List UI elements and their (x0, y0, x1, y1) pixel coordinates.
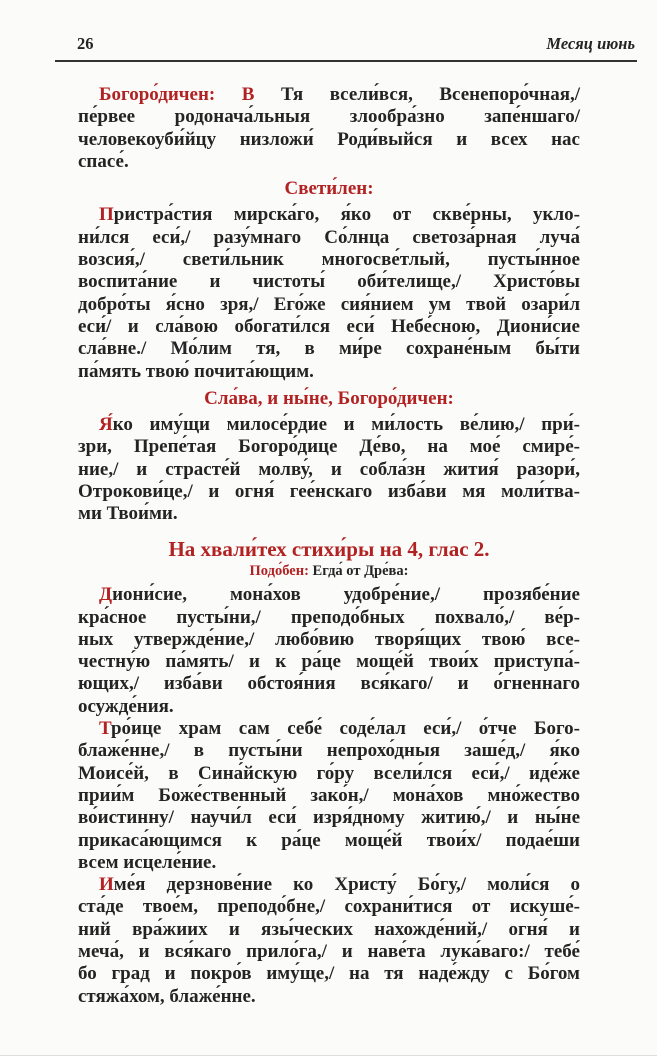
slava-i-nyne-heading: Сла́ва, и ны́не, Богоро́дичен: (204, 387, 454, 409)
paragraph-line: блаже́нне,/ в пусты́ни непрохо́дныя заше́д,/ я́ко (78, 740, 580, 762)
paragraph-line: осужде́ния. (78, 695, 174, 717)
red-initial: Богоро́дичен: В (99, 84, 255, 105)
podoben-incipit: Егда́ от Дре́ва: (312, 562, 409, 579)
svetilen-paragraph (78, 204, 580, 382)
imeya-paragraph (78, 874, 580, 1008)
line-text: ко иму́щи милосе́рдие и ми́лость ве́лию,/ при́- (112, 414, 580, 436)
paragraph-line: добро́ты я́сно зря,/ Его́же сия́нием ум твой озари́л (78, 293, 580, 315)
paragraph-line: Моисе́й, в Сина́йскую го́ру всели́лся еси́,/ иде́же (78, 762, 580, 784)
paragraph-line: Отрокови́це,/ и огня́ гее́нскаго изба́ви мя моли́тва- (78, 481, 580, 503)
paragraph-line: па́мять твою́ почита́ющим. (78, 360, 314, 382)
paragraph-line: ющих,/ изба́ви обстоя́ния вся́каго/ и о́гненнаго (78, 673, 580, 695)
paragraph-line: воспита́ние и чистоты́ оби́телище,/ Христо́вы (78, 271, 580, 293)
red-initial: П (99, 204, 114, 226)
hvalitex-heading: На хвали́тех стихи́ры на 4, глас 2. (168, 536, 490, 561)
page-number: 26 (77, 34, 94, 53)
red-initial: Т (99, 718, 111, 740)
paragraph-line: человекоуби́йцу низложи́ Роди́выйся и всех нас (78, 128, 580, 150)
running-title: Месяц июнь (546, 34, 635, 53)
paragraph-line: ных утвержде́ние,/ любо́вию творя́щих твою́ все- (78, 628, 580, 650)
paragraph-line: во́истинну/ научи́л еси́ изря́дному житию́,/ и ны́не (78, 807, 580, 829)
paragraph-line (78, 414, 580, 436)
paragraph-line: стяжа́хом, блаже́нне. (78, 985, 256, 1007)
paragraph-line: еси́/ и сла́вою обогати́лся еси́ Небе́сною, Диони́сие (78, 315, 580, 337)
paragraph-line (78, 204, 580, 226)
paragraph-line: меча́, и вся́каго прило́га,/ и наве́та лука́ваго:/ тебе́ (78, 940, 580, 962)
paragraph-line: прии́м Боже́ственный зако́н,/ мона́хов мно́жество (78, 784, 580, 806)
line-text: Тя всели́вся, Всенепоро́чная,/ (254, 84, 581, 105)
paragraph-line: пе́рвее родонача́льныя злообра́зно запе́ншаго/ (78, 106, 580, 128)
paragraph-line (78, 584, 580, 606)
podoben-label: Подо́бен: (249, 562, 309, 579)
line-text: ристра́стия мирска́го, я́ко от скве́рны, укло- (113, 204, 580, 226)
paragraph-line (78, 718, 580, 740)
paragraph-line: спасе́. (78, 150, 129, 172)
paragraph-line: ми Твои́ми. (78, 503, 178, 525)
paragraph-line: ни́лся еси́,/ разу́мнаго Со́лнца светоза́рная луча́ (78, 226, 580, 248)
paragraph-line: зри, Препе́тая Богоро́дице Де́во, на мое́ смире́- (78, 436, 580, 458)
paragraph-line: всем исцеле́ние. (78, 851, 217, 873)
page-header (55, 28, 637, 62)
page-content (78, 84, 580, 1008)
red-initial: Я́ (99, 414, 113, 436)
paragraph-line: ний вра́жиих и язы́ческих нахожде́ний,/ огня́ и (78, 918, 580, 940)
line-text: иони́сие, мона́хов удобре́ние,/ прозябе́ние (112, 584, 580, 606)
paragraph-line: возсия́,/ свети́льник многосве́тлый, пусты́нное (78, 249, 580, 271)
paragraph-line: ста́де твое́м, преподо́бне,/ сохрани́тися от искуше́- (78, 896, 580, 918)
paragraph-line: ние,/ и страсте́й молву́, и собла́зн жития́ разори́, (78, 458, 580, 480)
podoben-line (78, 560, 580, 582)
paragraph-line: бо град и покро́в иму́ще,/ на тя наде́жду с Бо́гом (78, 963, 580, 985)
paragraph-line (78, 84, 580, 106)
slava-paragraph (78, 414, 580, 525)
dionisie-paragraph (78, 584, 580, 718)
bogorodichen-paragraph (78, 84, 580, 173)
svetilen-heading: Свети́лен: (284, 178, 374, 200)
red-initial: Д (99, 584, 113, 606)
paragraph-line: сла́вне./ Мо́лим тя, в ми́ре сохране́ным бы́ти (78, 338, 580, 360)
line-text: ро́ице храм сам себе́ соде́лал еси́,/ о́тче Бого- (110, 718, 580, 740)
paragraph-line (78, 874, 580, 896)
red-initial: И (99, 874, 114, 896)
troitse-paragraph (78, 718, 580, 874)
line-text: ме́я дерзнове́ние ко Христу́ Бо́гу,/ моли́ся о (113, 874, 580, 896)
paragraph-line: честну́ю па́мять/ и к ра́це моще́й твои́х приступа́- (78, 651, 580, 673)
paragraph-line: прикаса́ющимся к ра́це моще́й твои́х/ подае́ши (78, 829, 580, 851)
paragraph-line: кра́сное пусты́ни,/ преподо́бных похвало́,/ ве́р- (78, 606, 580, 628)
